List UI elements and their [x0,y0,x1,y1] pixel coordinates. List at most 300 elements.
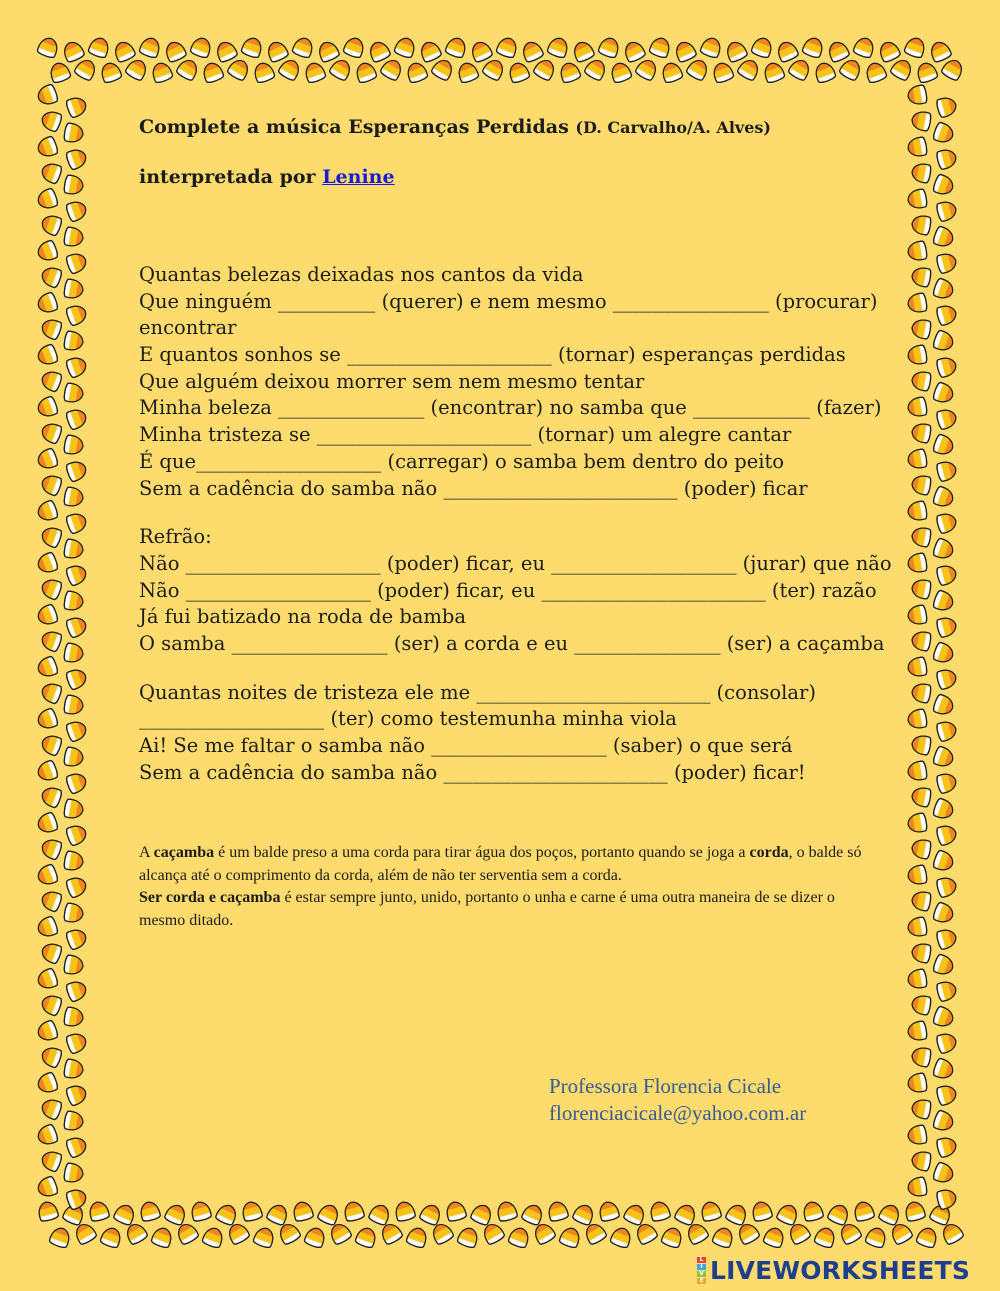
candy-corn-icon [911,942,932,963]
candy-corn-icon [65,979,88,1003]
candy-corn-icon [418,39,442,63]
candy-corn-icon [865,1225,889,1248]
candy-corn-icon [622,39,646,63]
candy-corn-icon [911,422,932,443]
candy-corn-icon [163,39,187,63]
candy-corn-icon [558,60,582,83]
candy-corn-icon [419,1202,443,1226]
candy-corn-icon [35,396,58,420]
candy-corn-icon [762,60,786,83]
candy-corn-icon [907,396,928,417]
candy-corn-icon [328,57,353,82]
note-paragraph-2: Ser corda e caçamba é estar sempre junto, unido, portanto o unha e carne é uma outra maneira de se dizer o mesmo ditado. [139,889,835,929]
candy-corn-icon [915,60,939,83]
candy-corn-icon [907,448,928,469]
candy-corn-icon [35,968,58,992]
candy-corn-icon [35,604,58,628]
candy-corn-icon [100,1225,124,1248]
candy-corn-icon [214,39,238,63]
candy-corn-icon [623,1202,647,1226]
candy-corn-icon [35,552,58,576]
candy-corn-icon [65,251,88,275]
liveworksheets-brand [697,1255,970,1285]
candy-corn-icon [813,60,837,83]
candy-corn-icon [445,35,469,58]
candy-corn-icon [65,771,88,795]
candy-corn-icon [932,590,955,614]
candy-corn-icon [775,39,799,63]
page-subtitle: interpretada por Lenine [139,166,395,188]
candy-corn-icon [932,174,955,198]
candy-corn-icon [907,292,928,313]
candy-corn-icon [699,1200,722,1222]
candy-corn-icon [932,278,955,302]
candy-corn-icon [304,1225,328,1248]
candy-corn-icon [660,60,684,83]
candy-corn-icon [63,1162,84,1183]
candy-corn-icon [151,1225,175,1248]
candy-corn-icon [469,39,493,63]
candy-corn-icon [39,629,62,653]
candy-corn-icon [907,500,928,521]
candy-corn-icon [39,993,62,1017]
candy-corn-icon [35,188,58,212]
candy-corn-icon [936,251,958,274]
candy-corn-icon [39,265,62,289]
candy-corn-icon [911,1046,932,1067]
candy-corn-icon [936,719,958,742]
candy-corn-icon [39,941,62,965]
candy-corn-icon [65,303,88,327]
candy-corn-icon [39,785,62,809]
candy-corn-icon [316,39,340,63]
candy-corn-icon [164,1202,188,1226]
candy-corn-icon [65,199,88,223]
candy-corn-icon [63,642,84,663]
candy-corn-icon [508,1225,532,1248]
candy-corn-icon [63,798,84,819]
candy-corn-icon [827,1202,851,1226]
candy-corn-icon [240,1200,263,1222]
candy-corn-icon [932,330,955,354]
lyric-line: E quantos sonhos se _____________________ (tornar) esperanças perdidas [139,343,846,367]
candy-corn-icon [776,1202,800,1226]
candy-corn-icon [368,1202,392,1226]
candy-corn-icon [932,382,955,406]
chorus-label: Refrão: [139,525,212,549]
candy-corn-icon [65,563,88,587]
candy-corn-icon [35,760,58,784]
candy-corn-icon [750,1200,773,1222]
candy-corn-icon [65,667,88,691]
lenine-link[interactable]: Lenine [322,166,395,188]
candy-corn-icon [65,823,88,847]
candy-corn-icon [907,1072,928,1093]
candy-corn-icon [39,733,62,757]
candy-corn-icon [291,1200,314,1222]
candy-corn-icon [826,39,850,63]
candy-corn-icon [877,39,901,63]
candy-corn-icon [226,57,251,82]
candy-corn-icon [936,667,958,690]
candy-corn-icon [736,57,761,82]
candy-corn-icon [932,1162,955,1186]
candy-corn-icon [907,1124,928,1145]
candy-corn-icon [907,188,928,209]
candy-corn-icon [35,864,58,888]
candy-corn-icon [189,1200,212,1222]
candy-corn-icon [63,1006,84,1027]
candy-corn-icon [393,1200,416,1222]
candy-corn-icon [39,317,62,341]
candy-corn-icon [802,35,826,58]
lyric-line: ___________________ (ter) como testemunha minha viola [139,707,677,731]
candy-corn-icon [936,355,958,378]
candy-corn-icon [87,1200,110,1222]
candy-corn-icon [175,57,200,82]
candy-corn-icon [39,161,62,185]
candy-corn-icon [907,1020,928,1041]
candy-corn-icon [936,563,958,586]
candy-corn-icon [39,889,62,913]
candy-corn-icon [936,1031,958,1054]
candy-corn-icon [932,538,955,562]
candy-corn-icon [932,486,955,510]
candy-corn-icon [932,954,955,978]
candy-corn-icon [35,344,58,368]
lyric-line: Quantas noites de tristeza ele me ________________________ (consolar) [139,680,816,704]
candy-corn-icon [911,162,932,183]
lyrics-block [139,262,892,786]
candy-corn-icon [39,213,62,237]
candy-corn-icon [634,57,659,82]
candy-corn-icon [124,57,149,82]
candy-corn-icon [63,278,84,299]
candy-corn-icon [864,60,888,83]
candy-corn-icon [354,60,378,83]
candy-corn-icon [39,525,62,549]
candy-corn-icon [39,1149,62,1173]
candy-corn-icon [470,1202,494,1226]
lyric-line: Minha tristeza se ______________________ (tornar) um alegre cantar [139,423,792,447]
candy-corn-icon [936,875,958,898]
candy-corn-icon [878,1202,902,1226]
candy-corn-icon [936,459,958,482]
candy-corn-icon [35,448,58,472]
candy-corn-icon [907,864,928,885]
candy-corn-icon [65,615,88,639]
candy-corn-icon [252,60,276,83]
candy-corn-icon [583,57,608,82]
candy-corn-icon [838,57,863,82]
candy-corn-icon [936,615,958,638]
candy-corn-icon [63,330,84,351]
candy-corn-icon [112,39,136,63]
candy-corn-icon [39,421,62,445]
brand-text: LIVEWORKSHEETS [710,1255,971,1285]
candy-corn-icon [907,656,928,677]
candy-corn-icon [73,57,98,82]
candy-corn-icon [63,850,84,871]
candy-corn-icon [65,1135,88,1159]
author-email: florenciacicale@yahoo.com.ar [549,1101,807,1125]
lyric-line: Não ___________________ (poder) ficar, eu _______________________ (ter) razão [139,578,877,602]
lyric-line: O samba ________________ (ser) a corda e eu _______________ (ser) a caçamba [139,631,885,655]
lyric-line: Já fui batizado na roda de bamba [139,605,467,629]
candy-corn-icon [150,60,174,83]
candy-corn-icon [532,57,557,82]
candy-corn-icon [932,1058,955,1082]
lyric-line: Ai! Se me faltar o samba não __________________ (saber) o que será [139,734,793,757]
candy-corn-icon [35,136,58,160]
candy-corn-icon [65,459,88,483]
candy-corn-icon [907,1176,928,1197]
candy-corn-icon [547,35,571,58]
candy-corn-icon [63,746,84,767]
candy-corn-icon [598,35,622,58]
candy-corn-icon [936,199,958,222]
candy-corn-icon [241,35,265,58]
candy-corn-icon [932,850,955,874]
candy-corn-icon [911,630,932,651]
lyric-line: Sem a cadência do samba não ________________________ (poder) ficar [139,476,808,500]
lyric-line: Não ____________________ (poder) ficar, eu ___________________ (jurar) que não [139,551,892,575]
candy-corn-icon [39,369,62,393]
lyric-line: encontrar [139,316,237,340]
candy-corn-icon [456,60,480,83]
candy-corn-icon [936,1083,958,1106]
candy-corn-icon [481,57,506,82]
candy-corn-icon [99,60,123,83]
candy-corn-icon [907,240,928,261]
candy-corn-icon [63,590,84,611]
candy-corn-icon [35,240,58,264]
candy-corn-icon [430,57,455,82]
candy-corn-icon [936,95,958,118]
candy-corn-icon [907,604,928,625]
candy-corn-icon [932,746,955,770]
candy-corn-icon [35,1124,58,1148]
candy-corn-icon [936,823,958,846]
candy-corn-icon [911,526,932,547]
candy-corn-icon [763,1225,787,1248]
lyric-line: Que alguém deixou morrer sem nem mesmo tentar [139,369,645,393]
candy-corn-icon [801,1200,824,1222]
candy-corn-icon [932,642,955,666]
candy-corn-icon [39,681,62,705]
candy-corn-icon [649,35,673,58]
candy-corn-icon [712,1225,736,1248]
candy-corn-icon [292,35,316,58]
candy-corn-icon [65,719,88,743]
candy-corn-icon [39,109,62,133]
candy-corn-icon [907,136,928,157]
candy-corn-icon [932,1006,955,1030]
author-name: Professora Florencia Cicale [549,1074,782,1098]
candy-corn-icon [65,1083,88,1107]
candy-corn-icon [507,60,531,83]
candy-corn-icon [35,1072,58,1096]
candy-corn-icon [139,35,163,58]
candy-corn-icon [63,694,84,715]
candy-corn-icon [63,538,84,559]
candy-corn-icon [936,979,958,1002]
candy-corn-icon [911,474,932,495]
candy-corn-icon [787,57,812,82]
candy-corn-icon [907,916,928,937]
candy-corn-icon [940,57,965,82]
candy-corn-icon [907,812,928,833]
candy-corn-icon [936,511,958,534]
candy-corn-icon [367,39,391,63]
candy-corn-icon [520,39,544,63]
candy-corn-icon [685,57,710,82]
candy-corn-icon [253,1225,277,1248]
candy-corn-icon [911,1098,932,1119]
candy-corn-icon [49,1225,73,1248]
candy-corn-icon [266,1202,290,1226]
candy-corn-icon [88,35,112,58]
candy-corn-icon [63,382,84,403]
candy-corn-icon [911,682,932,703]
candy-corn-icon [405,60,429,83]
candy-corn-icon [559,1225,583,1248]
candy-corn-icon [911,786,932,807]
candy-corn-icon [65,927,88,951]
candy-corn-icon [932,434,955,458]
candy-corn-icon [303,60,327,83]
candy-corn-icon [39,473,62,497]
candy-corn-icon [911,266,932,287]
candy-corn-icon [457,1225,481,1248]
candy-corn-icon [406,1225,430,1248]
candy-corn-icon [444,1200,467,1222]
candy-corn-icon [61,39,85,63]
candy-corn-icon [936,927,958,950]
candy-corn-icon [546,1200,569,1222]
candy-corn-icon [39,1097,62,1121]
candy-corn-icon [911,890,932,911]
candy-corn-icon [355,1225,379,1248]
candy-corn-icon [911,110,932,131]
candy-corn-icon [853,35,877,58]
candy-corn-icon [342,1200,365,1222]
candy-corn-icon [661,1225,685,1248]
candy-corn-icon [190,35,214,58]
candy-corn-icon [907,760,928,781]
candy-corn-icon [936,407,958,430]
candy-corn-icon [36,1200,59,1222]
candy-corn-icon [65,1031,88,1055]
candy-corn-icon [65,355,88,379]
candy-corn-icon [317,1202,341,1226]
candy-corn-icon [911,838,932,859]
candy-corn-icon [911,370,932,391]
lyric-line: Quantas belezas deixadas nos cantos da vida [139,263,584,286]
candy-corn-icon [724,39,748,63]
candy-corn-icon [711,60,735,83]
candy-corn-icon [907,84,928,105]
candy-corn-icon [751,35,775,58]
candy-corn-icon [265,39,289,63]
candy-corn-icon [932,798,955,822]
candy-corn-icon [63,1058,84,1079]
candy-corn-icon [35,916,58,940]
candy-corn-icon [725,1202,749,1226]
candy-corn-icon [39,577,62,601]
candy-corn-icon [202,1225,226,1248]
candy-corn-icon [911,318,932,339]
candy-corn-icon [903,1200,926,1222]
candy-corn-icon [63,434,84,455]
candy-corn-icon [343,35,367,58]
candy-corn-icon [65,407,88,431]
candy-corn-icon [907,708,928,729]
candy-corn-icon [63,226,84,247]
candy-corn-icon [65,95,88,119]
candy-corn-icon [936,147,958,170]
candy-corn-icon [928,39,952,63]
candy-corn-icon [39,837,62,861]
candy-corn-icon [63,122,84,143]
candy-corn-icon [911,578,932,599]
candy-corn-icon [932,122,955,146]
candy-corn-icon [35,500,58,524]
candy-corn-icon [907,552,928,573]
candy-corn-icon [379,57,404,82]
candy-corn-icon [35,708,58,732]
explanation-note [139,842,869,932]
note-paragraph-1: A caçamba é um balde preso a uma corda para tirar água dos poços, portanto quando se joga a corda, o balde só alcança até o comprimento da corda, além de não ter serventia sem a corda. [139,844,862,884]
candy-corn-icon [201,60,225,83]
candy-corn-icon [35,1020,58,1044]
candy-corn-icon [907,968,928,989]
candy-corn-icon [277,57,302,82]
candy-corn-icon [648,1200,671,1222]
candy-corn-icon [911,994,932,1015]
candy-corn-icon [932,226,955,250]
candy-corn-icon [911,1150,932,1171]
candy-corn-icon [936,303,958,326]
candy-corn-icon [674,1202,698,1226]
candy-corn-icon [700,35,724,58]
candy-corn-icon [138,1200,161,1222]
candy-corn-icon [932,694,955,718]
title-authors: (D. Carvalho/A. Alves) [575,118,771,137]
lyric-line: É que___________________ (carregar) o samba bem dentro do peito [139,449,785,473]
candy-corn-icon [936,771,958,794]
candy-corn-icon [65,147,88,171]
candy-corn-icon [907,344,928,365]
candy-corn-icon [572,1202,596,1226]
author-signature [549,1073,806,1127]
candy-corn-icon [911,734,932,755]
candy-corn-icon [673,39,697,63]
candy-corn-icon [610,1225,634,1248]
lyric-line: Que ninguém __________ (querer) e nem mesmo ________________ (procurar) [139,289,878,313]
candy-corn-icon [63,486,84,507]
candy-corn-icon [911,214,932,235]
candy-corn-icon [936,1135,958,1158]
candy-corn-icon [63,954,84,975]
candy-corn-icon [597,1200,620,1222]
liveworksheets-logo-icon: L I V E [697,1257,706,1284]
candy-corn-icon [35,1176,58,1200]
candy-corn-icon [48,60,72,83]
candy-corn-icon [394,35,418,58]
candy-corn-icon [63,902,84,923]
candy-corn-icon [113,1202,137,1226]
